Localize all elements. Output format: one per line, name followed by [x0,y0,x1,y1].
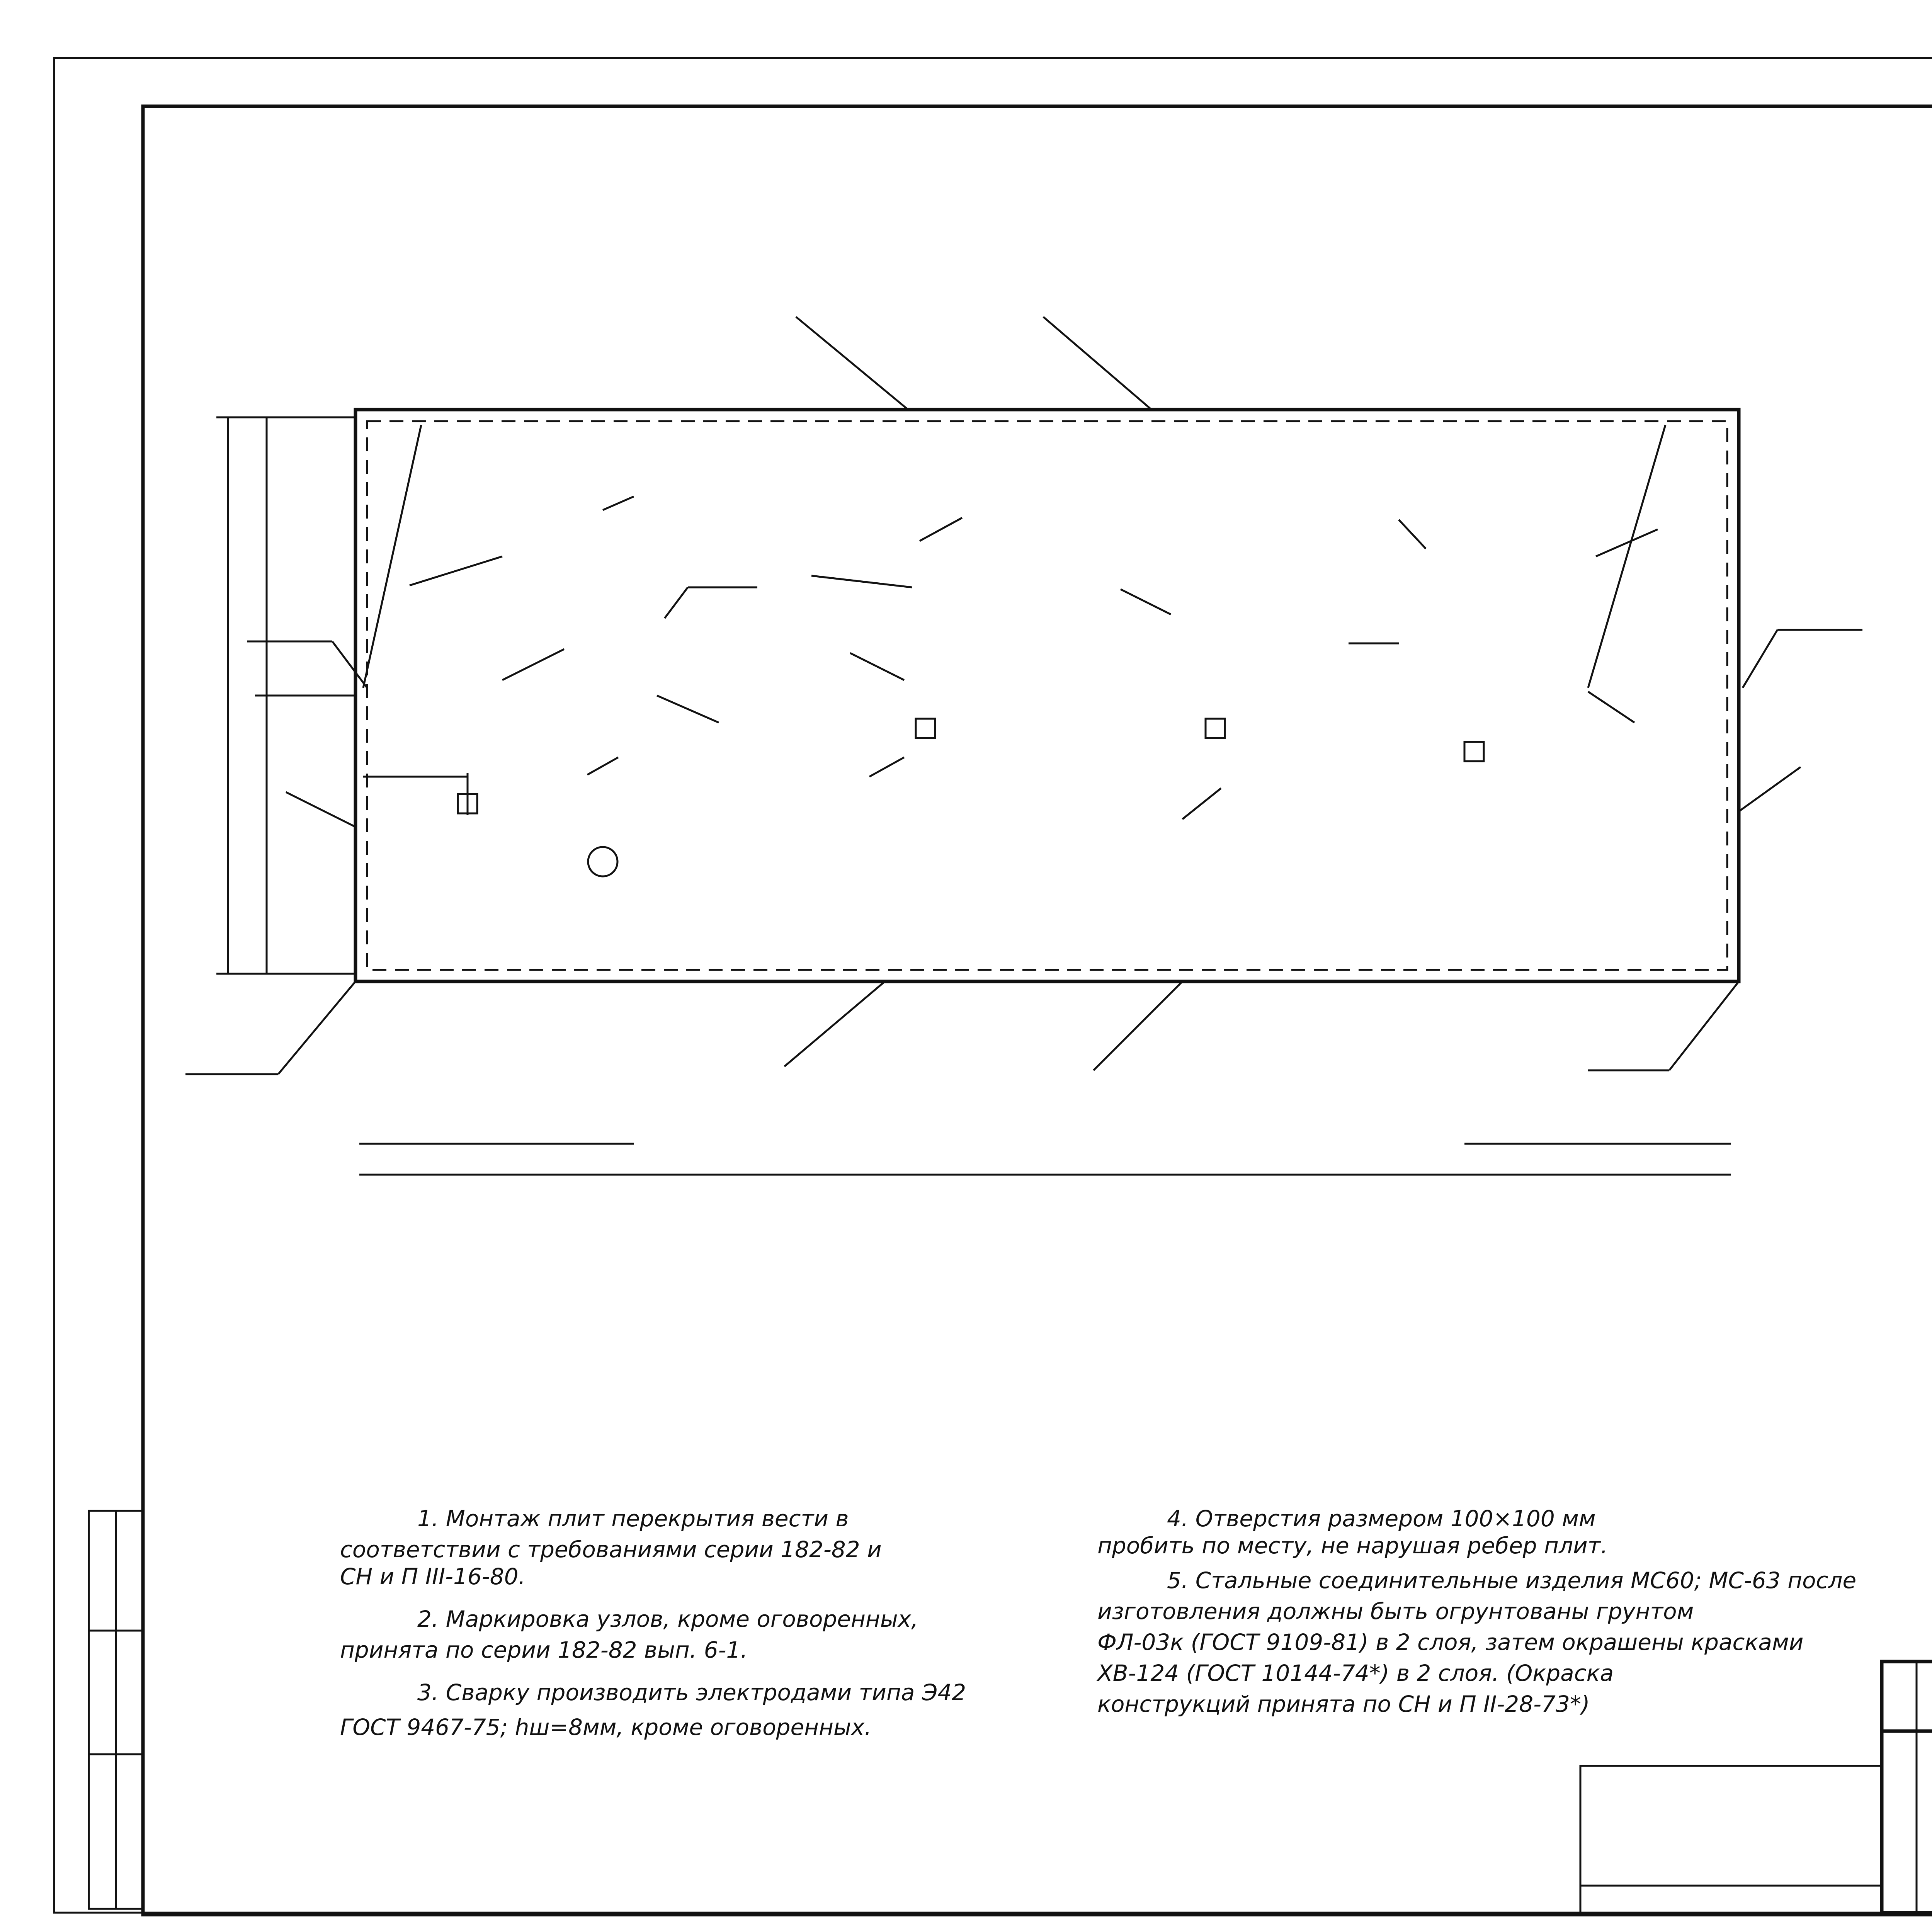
note-5c: ФЛ-03к (ГОСТ 9109-81) в 2 слоя, затем окрашены красками [1097,1629,1804,1655]
note-4b: пробить по месту, не нарушая ребер плит. [1097,1532,1608,1559]
note-5d: ХВ-124 (ГОСТ 10144-74*) в 2 слоя. (Окраска [1097,1660,1614,1686]
building-outline [355,410,1739,981]
note-1a: 1. Монтаж плит перекрытия вести в [417,1505,849,1532]
note-1c: СН и П III-16-80. [340,1563,526,1590]
note-3b: ГОСТ 9467-75; hш=8мм, кроме оговоренных. [340,1714,872,1740]
note-5b: изготовления должны быть огрунтованы грунтом [1097,1598,1694,1624]
dim-chain-bottom [359,1144,1731,1175]
note-3a: 3. Сварку производить электродами типа Э42 [417,1679,966,1706]
notes [340,1505,1856,1740]
note-2b: принята по серии 182-82 вып. 6-1. [340,1637,748,1663]
building-inner-dashed [367,421,1727,970]
hole-dimensions [363,719,1484,876]
dim-chain-left [216,417,355,974]
side-strip [89,1511,143,1909]
note-5a: 5. Стальные соединительные изделия МС60; МС-63 после [1167,1567,1857,1594]
callouts [185,317,1862,1074]
note-1b: соответствии с требованиями серии 182-82 и [340,1536,882,1563]
note-5e: конструкций принята по СН и П II-28-73*) [1097,1691,1590,1717]
note-2a: 2. Маркировка узлов, кроме оговоренных, [417,1606,918,1632]
title-block [1580,1662,1932,1913]
floor-plan [185,317,1862,1175]
note-4a: 4. Отверстия размером 100×100 мм [1167,1505,1596,1532]
